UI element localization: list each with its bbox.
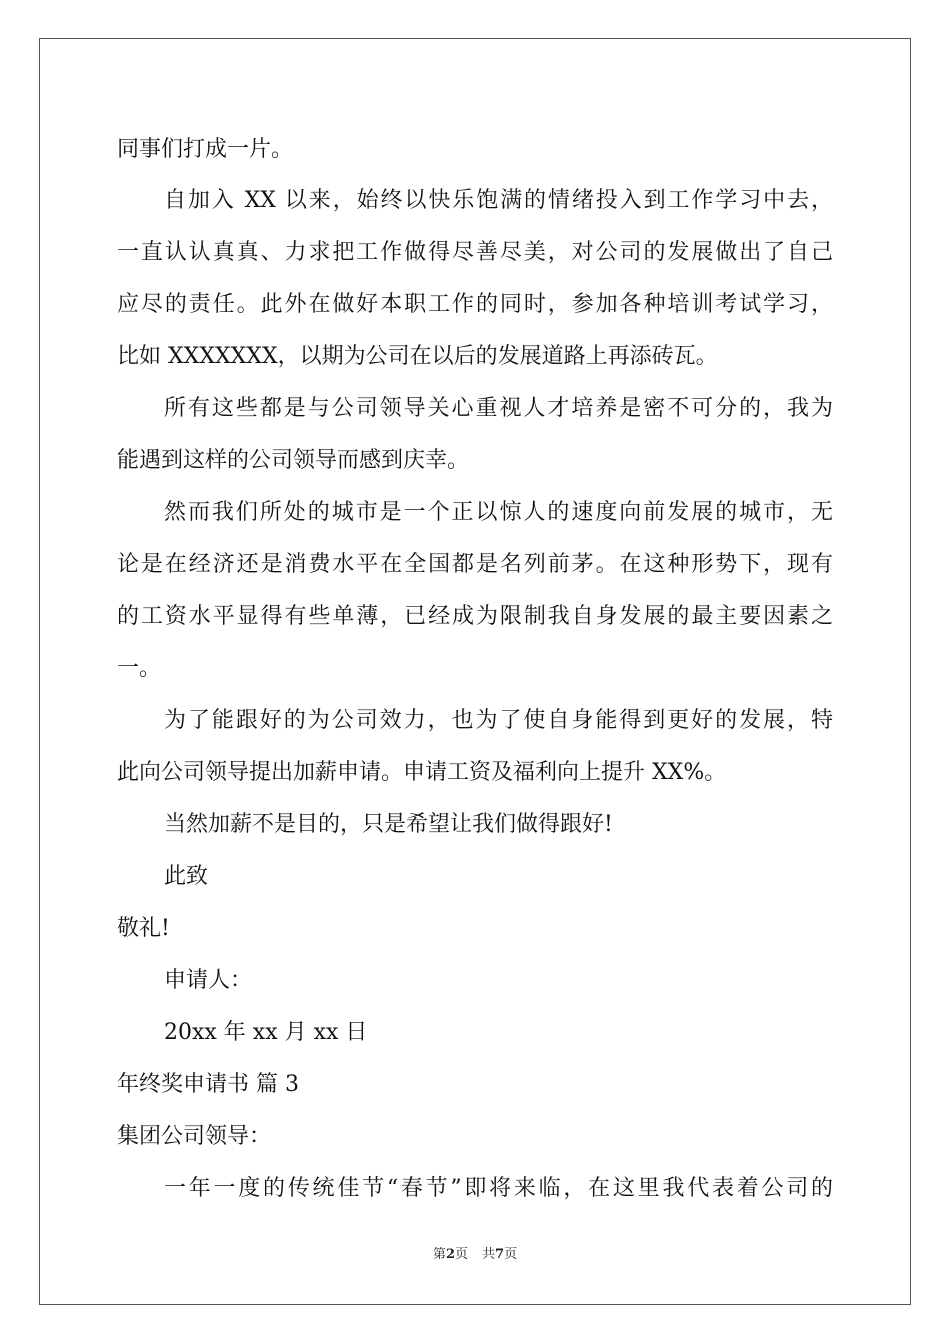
closing-respect: 敬礼! xyxy=(117,916,170,941)
page-footer xyxy=(0,1246,950,1264)
addressee: 集团公司领导： xyxy=(117,1124,272,1149)
text-line: 同事们打成一片。 xyxy=(117,137,294,162)
paragraph-first-line: 一年一度的传统佳节“春节”即将来临，在这里我代表着公司的 xyxy=(164,1176,833,1201)
paragraph-first-line: 自加入 XX 以来，始终以快乐饱满的情绪投入到工作学习中去， xyxy=(164,188,833,213)
date-line: 20xx 年 xx 月 xx 日 xyxy=(164,1020,368,1045)
paragraph-first-line: 当然加薪不是目的，只是希望让我们做得跟好! xyxy=(164,812,613,837)
paragraph-first-line: 所有这些都是与公司领导关心重视人才培养是密不可分的，我为 xyxy=(164,396,833,421)
text-line: 能遇到这样的公司领导而感到庆幸。 xyxy=(117,448,470,473)
text-line: 此向公司领导提出加薪申请。申请工资及福利向上提升 XX%。 xyxy=(117,760,727,785)
text-line: 的工资水平显得有些单薄，已经成为限制我自身发展的最主要因素之 xyxy=(117,604,833,629)
text-line: 一直认认真真、力求把工作做得尽善尽美，对公司的发展做出了自己 xyxy=(117,240,833,265)
page-current: 2 xyxy=(445,1247,455,1262)
paragraph-first-line: 然而我们所处的城市是一个正以惊人的速度向前发展的城市，无 xyxy=(164,500,833,525)
text-line: 比如 XXXXXXX，以期为公司在以后的发展道路上再添砖瓦。 xyxy=(117,344,718,369)
total-suffix: 页 xyxy=(504,1247,518,1262)
paragraph-first-line: 为了能跟好的为公司效力，也为了使自身能得到更好的发展，特 xyxy=(164,708,833,733)
text-line: 一。 xyxy=(117,656,162,681)
total-prefix: 共 xyxy=(482,1247,496,1262)
text-line: 应尽的责任。此外在做好本职工作的同时，参加各种培训考试学习， xyxy=(117,292,833,317)
closing-salutation: 此致 xyxy=(164,864,209,889)
page-total: 7 xyxy=(495,1247,505,1262)
page-prefix: 第 xyxy=(432,1247,446,1262)
section-title: 年终奖申请书 篇 3 xyxy=(117,1072,299,1097)
page-suffix: 页 xyxy=(454,1247,468,1262)
applicant-label: 申请人： xyxy=(164,968,253,993)
text-line: 论是在经济还是消费水平在全国都是名列前茅。在这种形势下，现有 xyxy=(117,552,833,577)
page-frame xyxy=(39,38,911,1305)
